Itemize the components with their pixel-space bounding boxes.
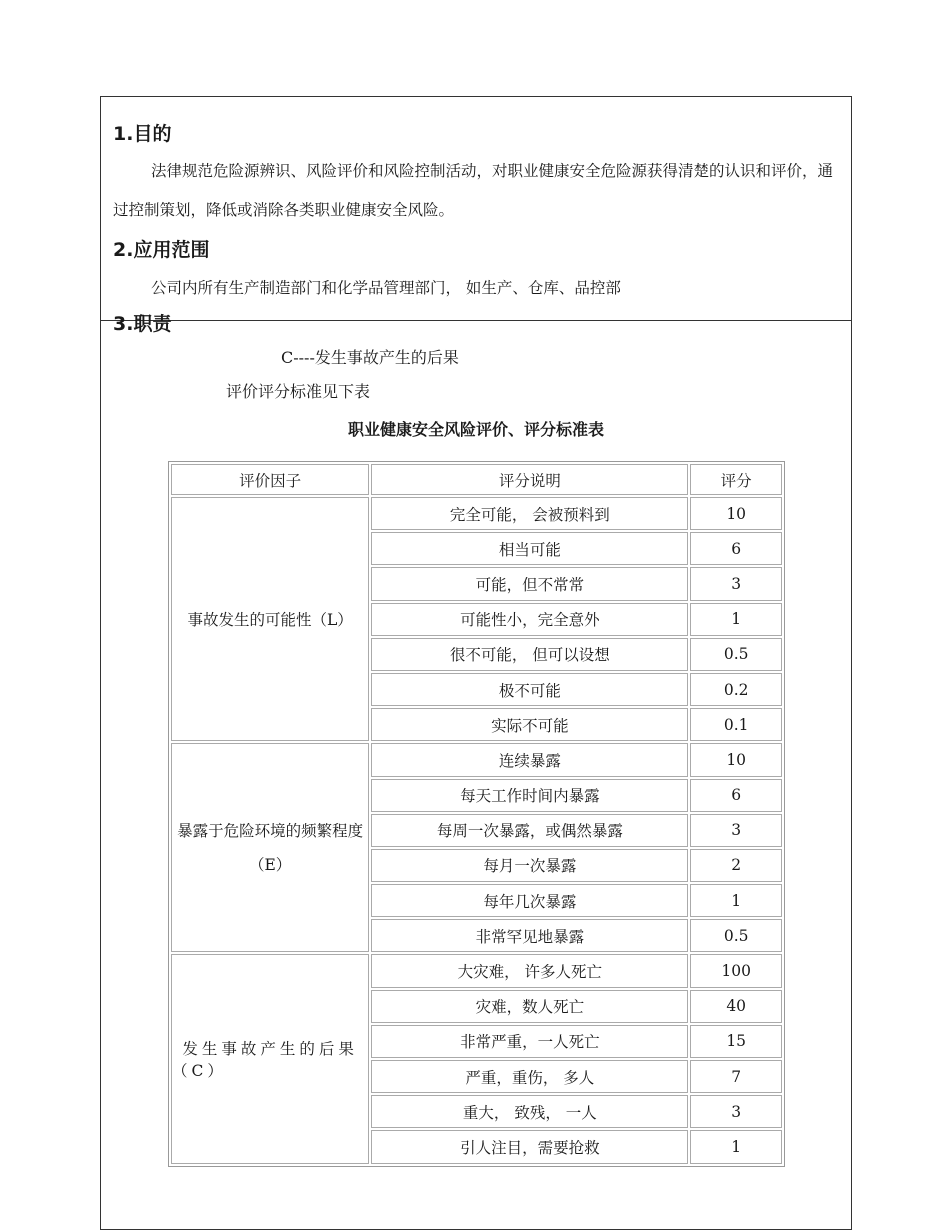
description-cell: 很不可能， 但可以设想 <box>371 638 688 671</box>
description-cell: 引人注目，需要抢救 <box>371 1130 688 1163</box>
description-cell: 相当可能 <box>371 532 688 565</box>
score-cell: 1 <box>690 603 782 636</box>
description-cell: 重大， 致残， 一人 <box>371 1095 688 1128</box>
score-cell: 0.2 <box>690 673 782 706</box>
score-cell: 10 <box>690 743 782 776</box>
score-cell: 10 <box>690 497 782 530</box>
score-cell: 3 <box>690 1095 782 1128</box>
table-title: 职业健康安全风险评价、评分标准表 <box>347 420 604 439</box>
section1-text: 法律规范危险源辨识、风险评价和风险控制活动，对职业健康安全危险源获得清楚的认识和评价，通过控制策划，降低或消除各类职业健康安全风险。 <box>113 162 834 219</box>
score-cell: 0.1 <box>690 708 782 741</box>
factor-cell: 事故发生的可能性（L） <box>171 497 369 741</box>
description-cell: 每月一次暴露 <box>371 849 688 882</box>
description-cell: 灾难，数人死亡 <box>371 990 688 1023</box>
description-cell: 每天工作时间内暴露 <box>371 779 688 812</box>
description-cell: 极不可能 <box>371 673 688 706</box>
table-row <box>171 743 782 776</box>
description-cell: 可能，但不常常 <box>371 567 688 600</box>
description-cell: 可能性小，完全意外 <box>371 603 688 636</box>
header-description: 评分说明 <box>371 464 688 495</box>
top-section <box>101 97 851 335</box>
score-cell: 2 <box>690 849 782 882</box>
score-cell: 1 <box>690 884 782 917</box>
criteria-note: 评价评分标准见下表 <box>226 382 371 401</box>
section2-heading: 2.应用范围 <box>113 239 210 261</box>
score-cell: 3 <box>690 567 782 600</box>
score-cell: 6 <box>690 532 782 565</box>
header-factor: 评价因子 <box>171 464 369 495</box>
description-cell: 严重，重伤， 多人 <box>371 1060 688 1093</box>
section2-text: 公司内所有生产制造部门和化学品管理部门， 如生产、仓库、品控部 <box>151 279 621 297</box>
table-row <box>171 954 782 987</box>
section1-heading: 1.目的 <box>113 123 172 145</box>
score-cell: 7 <box>690 1060 782 1093</box>
description-cell: 每年几次暴露 <box>371 884 688 917</box>
score-cell: 100 <box>690 954 782 987</box>
score-cell: 1 <box>690 1130 782 1163</box>
factor-cell: 暴露于危险环境的频繁程度（E） <box>171 743 369 952</box>
score-cell: 3 <box>690 814 782 847</box>
description-cell: 非常严重，一人死亡 <box>371 1025 688 1058</box>
section3-heading: 3.职责 <box>113 313 172 335</box>
table-header-row <box>171 464 782 495</box>
c-definition: C----发生事故产生的后果 <box>281 348 459 367</box>
description-cell: 连续暴露 <box>371 743 688 776</box>
header-score: 评分 <box>690 464 782 495</box>
score-cell: 15 <box>690 1025 782 1058</box>
factor-cell: 发生事故产生的后果（C） <box>171 954 369 1163</box>
score-cell: 40 <box>690 990 782 1023</box>
description-cell: 每周一次暴露，或偶然暴露 <box>371 814 688 847</box>
description-cell: 非常罕见地暴露 <box>371 919 688 952</box>
description-cell: 实际不可能 <box>371 708 688 741</box>
score-cell: 0.5 <box>690 638 782 671</box>
score-cell: 6 <box>690 779 782 812</box>
description-cell: 完全可能， 会被预料到 <box>371 497 688 530</box>
score-cell: 0.5 <box>690 919 782 952</box>
table-row <box>171 497 782 530</box>
description-cell: 大灾难， 许多人死亡 <box>371 954 688 987</box>
scoring-table <box>168 461 785 1167</box>
